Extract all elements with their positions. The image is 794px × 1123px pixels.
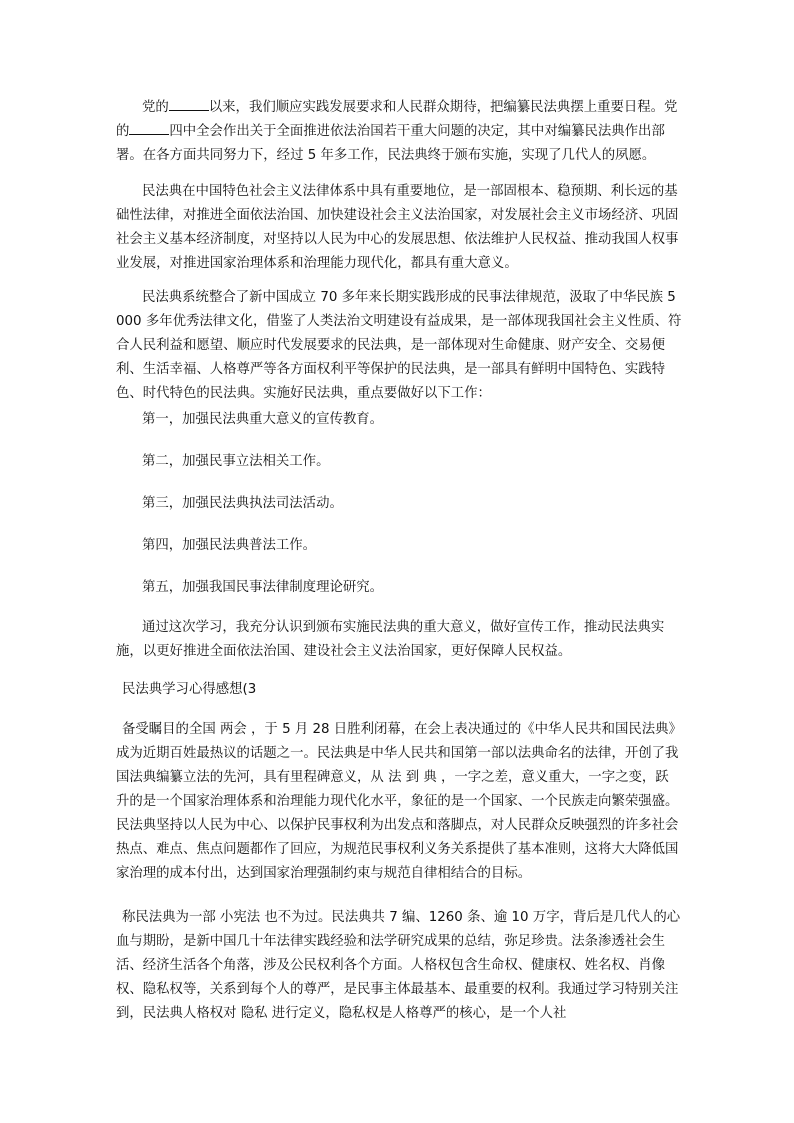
paragraph-3: 民法典系统整合了新中国成立 70 多年来长期实践形成的民事法律规范，汲取了中华民族 5000 多年优秀法律文化，借鉴了人类法治文明建设有益成果，是一部体现我国社会主义性质、符合人民利益和愿望、顺应时代发展要求的民法典，是一部体现对生命健康、财产安全、交易便利、生活幸福、人格尊严等各方面权利平等保护的民法典，是一部具有鲜明中国特色、实践特色、时代特色的民法典。实施好民法典，重点要做好以下工作： [116, 290, 682, 401]
paragraph-1-part1: 党的 [142, 100, 169, 115]
paragraph-1-part2: 以来，我们顺应实践发展要求和人民群众期待，把编纂民法典摆上重要日程。党的 [116, 100, 678, 139]
paragraph-5: 称民法典为一部 小宪法 也不为过。民法典共 7 编、1260 条、逾 10 万字，背后是几代人的心血与期盼，是新中国几十年法律实践经验和法学研究成果的总结，弥足珍贵。法条渗透社会生活、经济生活各个角落，涉及公民权利各个方面。人格权包含生命权、健康权、姓名权、肖像权、隐私权等，关系到每个人的尊严，是民事主体最基本、最重要的权利。我通过学习特别关注到，民法典人格权对 隐私 进行定义，隐私权是人格尊严的核心，是一个人社 [116, 910, 681, 1021]
fill-in-blank-2 [129, 120, 169, 135]
list-item-2: 第二，加强民事立法相关工作。 [142, 454, 330, 469]
list-item-5: 第五，加强我国民事法律制度理论研究。 [142, 580, 384, 595]
section-heading: 民法典学习心得感想(3 [122, 682, 257, 697]
list-item-3: 第三，加强民法典执法司法活动。 [142, 496, 343, 511]
fill-in-blank-1 [169, 96, 209, 111]
paragraph-2: 民法典在中国特色社会主义法律体系中具有重要地位，是一部固根本、稳预期、利长远的基础性法律，对推进全面依法治国、加快建设社会主义法治国家，对发展社会主义市场经济、巩固社会主义基本经济制度，对坚持以人民为中心的发展思想、依法维护人民权益、推动我国人权事业发展，对推进国家治理体系和治理能力现代化，都具有重大意义。 [116, 184, 679, 271]
list-item-4: 第四，加强民法典普法工作。 [142, 538, 317, 553]
paragraph-conclusion: 通过这次学习，我充分认识到颁布实施民法典的重大意义，做好宣传工作，推动民法典实施，以更好推进全面依法治国、建设社会主义法治国家，更好保障人民权益。 [116, 620, 665, 659]
paragraph-1-part3: 四中全会作出关于全面推进依法治国若干重大问题的决定，其中对编纂民法典作出部署。在各方面共同努力下，经过 5 年多工作，民法典终于颁布实施，实现了几代人的夙愿。 [116, 124, 665, 163]
paragraph-4: 备受瞩目的全国 两会 ，于 5 月 28 日胜利闭幕，在会上表决通过的《中华人民共和国民法典》 成为近期百姓最热议的话题之一。民法典是中华人民共和国第一部以法典命名的法律，开创了我国法典编纂立法的先河，具有里程碑意义，从 法 到 典 ，一字之差，意义重大，一字之变，跃升的是一个国家治理体系和治理能力现代化水平，象征的是一个国家、一个民族走向繁荣强盛。民法典坚持以人民为中心、以保护民事权利为出发点和落脚点，对人民群众反映强烈的许多社会热点、难点、焦点问题都作了回应，为规范民事权利义务关系提供了基本准则，这将大大降低国家治理的成本付出，达到国家治理强制约束与规范自律相结合的目标。 [116, 722, 682, 881]
list-item-1: 第一，加强民法典重大意义的宣传教育。 [142, 412, 384, 427]
paragraph-1 [116, 96, 682, 168]
